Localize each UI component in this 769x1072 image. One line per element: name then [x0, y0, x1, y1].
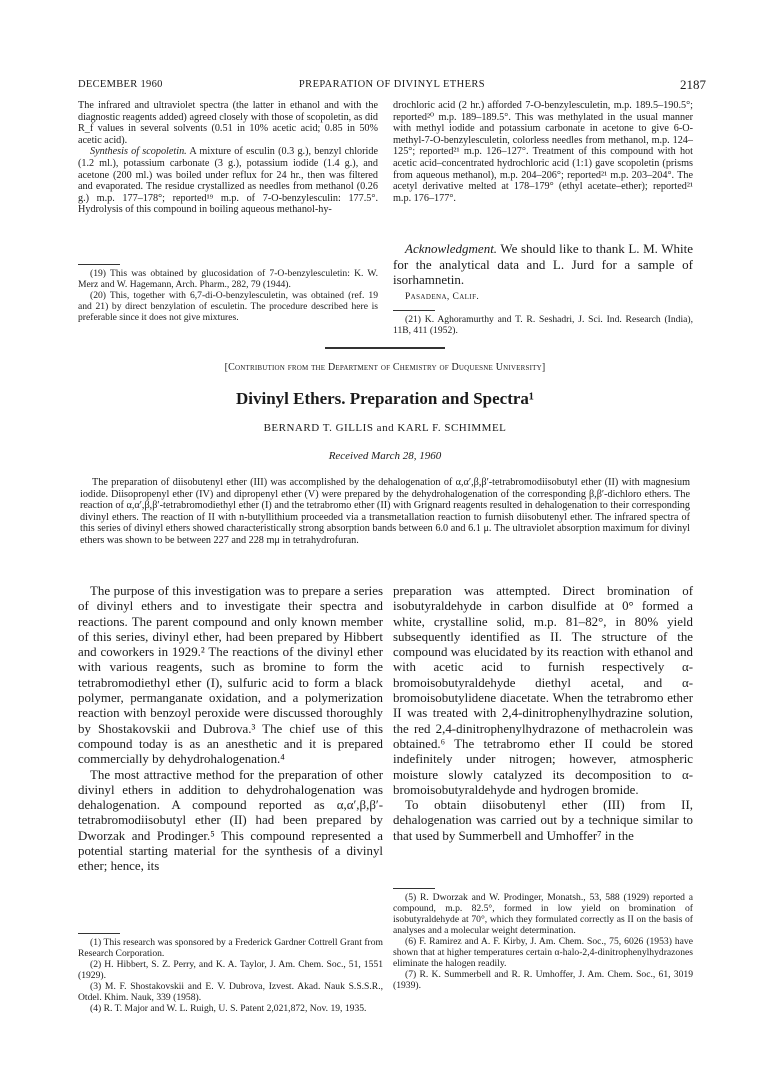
- method-paragraph: The most attractive method for the preparation of other divinyl ethers in addition to dehydrohalogenation was dehalogenation. A compound reported as α,α′,β,β′-tetrabromodiisobutyl ether (II) had been prepared by Dworzak and Prodinger.⁵ This compound represented a potential starting material for the synthesis of a divinyl ether; hence, its: [78, 767, 383, 874]
- top-right-column: [393, 100, 693, 204]
- footnote-rule-body-right: [393, 888, 435, 889]
- body-left-footnotes: [78, 937, 383, 1014]
- footnote-19: (19) This was obtained by glucosidation of 7-O-benzylesculetin: K. W. Merz and W. Hagemann, Arch. Pharm., 282, 79 (1944).: [78, 268, 378, 290]
- page-number: 2187: [680, 77, 706, 92]
- footnote-rule-right: [393, 310, 435, 311]
- section-divider: [325, 347, 445, 349]
- article-title: Divinyl Ethers. Preparation and Spectra¹: [235, 389, 535, 408]
- body-left-column: [78, 584, 383, 875]
- contribution-line: [Contribution from the Department of Chemistry of Duquesne University]: [224, 362, 546, 373]
- footnote-6: (6) F. Ramirez and A. F. Kirby, J. Am. Chem. Soc., 75, 6026 (1953) have shown that at higher temperatures certain α-halo-2,4-dinitrophenylhydrazones eliminate the halogen readily.: [393, 936, 693, 969]
- footnote-7: (7) R. K. Summerbell and R. R. Umhoffer, J. Am. Chem. Soc., 61, 3019 (1939).: [393, 969, 693, 991]
- footnote-rule-body-left: [78, 933, 120, 934]
- running-header: [78, 79, 706, 93]
- footnote-21: (21) K. Aghoramurthy and T. R. Seshadri, J. Sci. Ind. Research (India), 11B, 411 (1952).: [393, 314, 693, 336]
- footnote-5: (5) R. Dworzak and W. Prodinger, Monatsh., 53, 588 (1929) reported a compound, m.p. 82.5°, formed in low yield on bromination of isobutyraldehyde at 70°, which they formulated correctly as II on the basis of analyses and a molecular weight determination.: [393, 892, 693, 936]
- footnote-1: (1) This research was sponsored by a Frederick Gardner Cottrell Grant from Research Corporation.: [78, 937, 383, 959]
- acknowledgment: [393, 241, 693, 288]
- acknowledgment-heading: Acknowledgment.: [405, 241, 498, 256]
- bromination-paragraph: preparation was attempted. Direct bromination of isobutyraldehyde in carbon disulfide at 0° formed a white, crystalline solid, m.p. 81–82°, in 80% yield subsequently identified as II. The structure of the compound was elucidated by its reaction with ethanol and with acetic acid to furnish respectively α-bromoisobutyraldehyde diethyl acetal, and α-bromoisobutylidene diacetate. When the tetrabromo ether II was treated with 2,4-dinitrophenylhydrazine solution, the red 2,4-dinitrophenylhydrazone of methacrolein was obtained.⁶ The tetrabromo ether II could be stored indefinitely under nitrogen; however, atmospheric moisture slowly catalyzed its decomposition to α-bromoisobutyraldehyde and hydrogen bromide.: [393, 584, 693, 797]
- synthesis-heading: Synthesis of scopoletin.: [90, 146, 187, 158]
- received-date: Received March 28, 1960: [328, 450, 442, 462]
- header-date: DECEMBER 1960: [78, 79, 163, 90]
- footnote-20: (20) This, together with 6,7-di-O-benzylesculetin, was obtained (ref. 19 and 21) by direct benzylation of esculetin. The procedure described here is preferable since it does not give mixtures.: [78, 290, 378, 323]
- body-right-footnotes: [393, 892, 693, 991]
- spectra-paragraph: The infrared and ultraviolet spectra (the latter in ethanol and with the diagnostic reagents added) agreed closely with those of scopoletin, as did R_f values in several solvents (0.51 in 10% acetic acid; 0.85 in 50% acetic acid).: [78, 100, 378, 146]
- top-left-footnotes: [78, 268, 378, 323]
- synthesis-paragraph: [78, 146, 378, 216]
- footnote-rule: [78, 264, 120, 265]
- intro-paragraph: The purpose of this investigation was to prepare a series of divinyl ethers and to investigate their spectra and reactions. The parent compound and only known member of this series, divinyl ether, had been prepared by Hibbert and coworkers in 1929.² The reactions of the divinyl ether with various reagents, such as bromine to form the tetrabromodiethyl ether (I), sulfuric acid to form a black polymer, permanganate oxidation, and a polymerization reaction with benzoyl peroxide were discussed thoroughly by Shostakovskii and Dubrova.³ The chief use of this compound today is as an anesthetic and it is prepared commercially by dehydrohalogenation.⁴: [78, 584, 383, 767]
- continuation-paragraph: drochloric acid (2 hr.) afforded 7-O-benzylesculetin, m.p. 189.5–190.5°; reported²⁰ m.p. 189–189.5°. This was methylated in the usual manner with methyl iodide and potassium carbonate in acetone to give 6-O-methyl-7-O-benzylesculetin, colorless needles from methanol, m.p. 124–125°; reported²¹ m.p. 126–127°. Treatment of this compound with hot acetic acid–concentrated hydrochloric acid (1:1) gave scopoletin (prisms from aqueous methanol), m.p. 204–206°; reported²¹ m.p. 203–204°. The acetyl derivative melted at 178–179° (ethyl acetate–ether); reported²¹ m.p. 176–177°.: [393, 100, 693, 204]
- footnote-4: (4) R. T. Major and W. L. Ruigh, U. S. Patent 2,021,872, Nov. 19, 1935.: [90, 1003, 367, 1014]
- synthesis-text: A mixture of esculin (0.3 g.), benzyl chloride (1.2 ml.), potassium carbonate (3 g.), potassium iodide (1.4 g.), and acetone (200 ml.) was boiled under reflux for 24 hr., then was filtered and evaporated. The residue crystallized as needles from methanol (0.26 g.) m.p. 177–178°; reported¹⁹ m.p. of 7-O-benzylesculin: 177.5°. Hydrolysis of this compound in boiling aqueous methanol-hy-: [78, 146, 378, 216]
- body-right-column: [393, 584, 693, 844]
- top-left-column: [78, 100, 378, 216]
- header-title: PREPARATION OF DIVINYL ETHERS: [298, 79, 486, 90]
- dehalogenation-paragraph: To obtain diisobutenyl ether (III) from II, dehalogenation was carried out by a technique similar to that used by Summerbell and Umhoffer⁷ in the: [393, 798, 693, 843]
- abstract: The preparation of diisobutenyl ether (III) was accomplished by the dehalogenation of α,α′,β,β′-tetrabromodiisobutyl ether (II) with magnesium iodide. Diisopropenyl ether (IV) and dipropenyl ether (V) were prepared by the dehydrohalogenation of the corresponding β,β′-dichloro ethers. The reaction of α,α′,β,β′-tetrabromodiethyl ether (I) and the tetrabromo ether (II) with Grignard reagents resulted in dehalogenation to their corresponding divinyl ethers. The reaction of II with n-butyllithium proceeded via a transmetallation reaction to furnish diisobutenyl ether. The infrared spectra of this series of divinyl ethers showed characteristically strong absorption bands between 6.0 and 6.1 μ. The ultraviolet absorption maximum for divinyl ethers was shown to be between 227 and 228 mμ in tetrahydrofuran.: [80, 477, 690, 546]
- footnote-3: (3) M. F. Shostakovskii and E. V. Dubrova, Izvest. Akad. Nauk S.S.S.R., Otdel. Khim. Nauk, 339 (1958).: [78, 981, 383, 1003]
- location: Pasadena, Calif.: [405, 292, 480, 302]
- acknowledgment-text: We should like to thank L. M. White for the analytical data and L. Jurd for a sample of isorhamnetin.: [393, 241, 693, 287]
- article-authors: BERNARD T. GILLIS and KARL F. SCHIMMEL: [263, 422, 507, 434]
- footnote-2: (2) H. Hibbert, S. Z. Perry, and K. A. Taylor, J. Am. Chem. Soc., 51, 1551 (1929).: [78, 959, 383, 981]
